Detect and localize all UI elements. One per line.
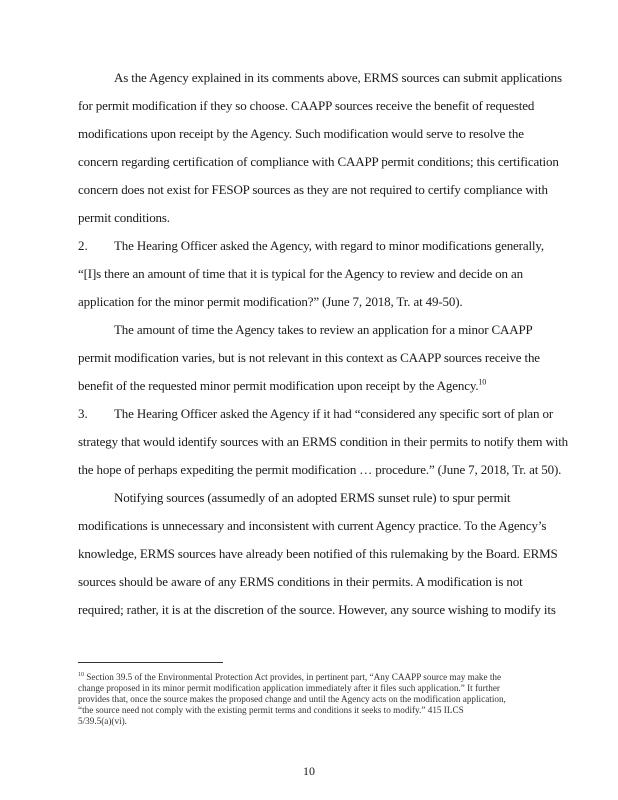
footnote-line-5: 5/39.5(a)(vi).	[78, 716, 127, 726]
footnote-divider	[78, 662, 223, 663]
para3-line-1: Notifying sources (assumedly of an adopted ERMS sunset rule) to spur permit	[114, 490, 511, 505]
para2-line-2: permit modification varies, but is not relevant in this context as CAAPP sources receive the	[78, 350, 540, 365]
item-2-line-2: “[I]s there an amount of time that it is typical for the Agency to review and decide on an	[78, 266, 523, 281]
item-3-line-1: The Hearing Officer asked the Agency if it had “considered any specific sort of plan or	[114, 406, 554, 421]
footnote-line-3: provides that, once the source makes the proposed change and until the Agency acts on the modification application,	[78, 694, 506, 704]
footnote-line-2: change proposed in its minor permit modification application immediately after it files such application.” It further	[78, 683, 500, 693]
para1-line-3: modifications upon receipt by the Agency. Such modification would serve to resolve the	[78, 126, 524, 141]
item-2-line-3: application for the minor permit modification?” (June 7, 2018, Tr. at 49-50).	[78, 294, 463, 309]
para2-line-3-text: benefit of the requested minor permit modification upon receipt by the Agency.	[78, 378, 479, 393]
footnote-reference: 10	[478, 377, 487, 387]
para3-line-3: knowledge, ERMS sources have already been notified of this rulemaking by the Board. ERMS	[78, 546, 558, 561]
para1-line-2: for permit modification if they so choose. CAAPP sources receive the benefit of requested	[78, 98, 535, 113]
para3-line-5: required; rather, it is at the discretion of the source. However, any source wishing to modify its	[78, 602, 556, 617]
para2-line-1: The amount of time the Agency takes to review an application for a minor CAAPP	[114, 322, 533, 337]
page-number: 10	[303, 764, 315, 778]
para1-line-5: concern does not exist for FESOP sources as they are not required to certify compliance with	[78, 182, 548, 197]
footnote-line-1-text: Section 39.5 of the Environmental Protection Act provides, in pertinent part, “Any CAAPP source may make the	[84, 672, 502, 682]
item-2-line-1: The Hearing Officer asked the Agency, with regard to minor modifications generally,	[114, 238, 545, 253]
para3-line-2: modifications is unnecessary and inconsistent with current Agency practice. To the Agency’s	[78, 518, 547, 533]
item-3-number: 3.	[78, 406, 88, 421]
para3-line-4: sources should be aware of any ERMS conditions in their permits. A modification is not	[78, 574, 523, 589]
para1-line-6: permit conditions.	[78, 210, 170, 225]
footnote-line-4: “the source need not comply with the existing permit terms and conditions it seeks to modify.” 415 ILCS	[78, 705, 464, 715]
para2-line-3	[78, 378, 558, 394]
para1-line-4: concern regarding certification of compliance with CAAPP permit conditions; this certification	[78, 154, 559, 169]
item-2-number: 2.	[78, 238, 88, 253]
item-3-line-3: the hope of perhaps expediting the permit modification … procedure.” (June 7, 2018, Tr. at 50).	[78, 462, 562, 477]
footnote-line-1	[78, 672, 550, 683]
footnote-marker: 10	[78, 671, 84, 678]
para1-line-1: As the Agency explained in its comments above, ERMS sources can submit applications	[114, 70, 562, 85]
item-3-line-2: strategy that would identify sources with an ERMS condition in their permits to notify them with	[78, 434, 569, 449]
